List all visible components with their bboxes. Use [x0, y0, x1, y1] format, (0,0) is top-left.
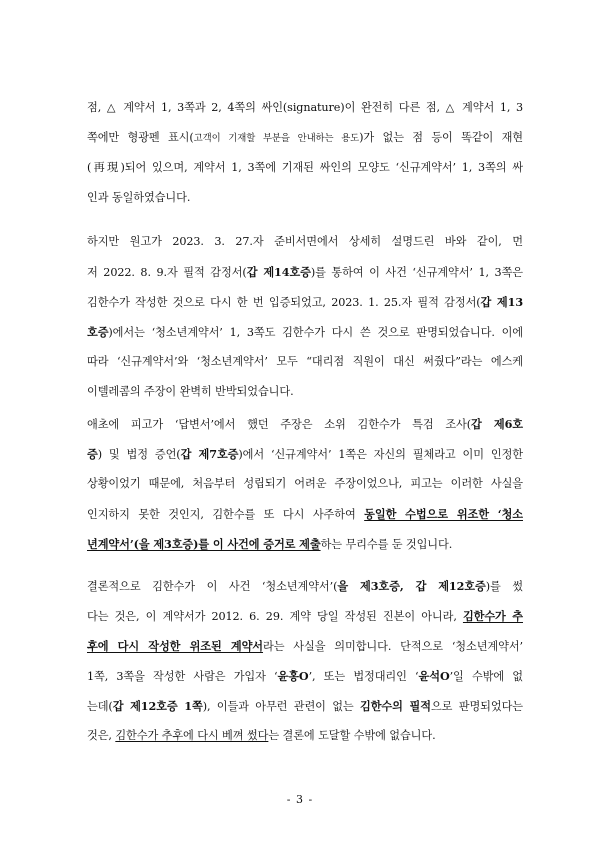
text-segment: (再現)되어 있으며, 계약서 1, 3쪽에 기재된 싸인의 모양도 ‘신규계약서’ 1, 3쪽의 싸	[87, 161, 523, 174]
text-segment: 하는 무리수를 둔 것입니다.	[320, 538, 453, 551]
text-line	[87, 529, 523, 559]
text-segment: )가 없는 점 등이 똑같이 재현	[359, 131, 523, 144]
text-segment: 갑 제6호	[471, 417, 523, 431]
text-segment: 저 2022. 8. 9.자 필적 감정서(	[87, 266, 247, 279]
text-segment: 동일한 수법으로 위조한 ‘청소	[364, 507, 523, 521]
text-segment: 을 제3호증, 갑 제12호증	[337, 579, 486, 593]
text-line	[87, 469, 523, 499]
text-line	[87, 227, 523, 257]
paragraph-defendant-claim	[87, 409, 523, 559]
text-segment: 호증	[87, 325, 109, 339]
text-segment: 갑 제7호증	[180, 447, 239, 461]
text-segment: 김한수가 작성한 것으로 다시 한 번 입증되었고, 2023. 1. 25.자 필적 감정서(	[87, 296, 481, 309]
text-line	[87, 153, 523, 183]
text-segment: )를 통하여 이 사건 ‘신규계약서’ 1, 3쪽은	[310, 266, 523, 279]
text-segment: 하지만 원고가 2023. 3. 27.자 준비서면에서 상세히 설명드린 바와 같이, 먼	[87, 235, 523, 248]
text-segment: 는 결론에 도달할 수밖에 없습니다.	[268, 729, 436, 742]
paragraph-conclusion	[87, 571, 523, 751]
text-segment: 는데(	[87, 700, 113, 713]
text-segment: 갑 제12호증 1쪽	[112, 699, 203, 713]
text-line	[87, 499, 523, 529]
text-line	[87, 287, 523, 317]
text-segment: 이텔레콤의 주장이 완벽히 반박되었습니다.	[87, 385, 294, 398]
text-segment: )에서 ‘신규계약서’ 1쪽은 자신의 필체라고 이미 인정한	[238, 448, 523, 461]
text-segment: 으로 판명되었다는	[430, 700, 523, 713]
text-segment: 것은,	[87, 729, 116, 742]
text-segment: 갑 제13	[480, 295, 523, 309]
text-segment: )를 썼	[485, 580, 523, 593]
text-segment: 다는 것은, 이 계약서가 2012. 6. 29. 계약 당일 작성된 진본이 아니라,	[87, 610, 463, 623]
text-line	[87, 631, 523, 661]
text-segment: ) 및 법정 증언(	[97, 448, 181, 461]
text-segment: 증	[87, 447, 98, 461]
text-line	[87, 661, 523, 691]
text-segment: ’, 또는 법정대리인 ‘	[308, 670, 419, 683]
text-segment: )에서는 ‘청소년계약서’ 1, 3쪽도 김한수가 다시 쓴 것으로 판명되었습니다. 이에	[108, 326, 523, 339]
text-segment: 인과 동일하였습니다.	[87, 191, 191, 204]
text-line	[87, 571, 523, 601]
text-line	[87, 377, 523, 407]
text-segment: 고객이 기재할 부분을 안내하는 용도	[193, 133, 360, 144]
text-line	[87, 123, 523, 153]
text-segment: 윤홍O	[277, 669, 309, 683]
text-segment: 상황이었기 때문에, 처음부터 성립되기 어려운 주장이었으나, 피고는 이러한 사실을	[87, 477, 523, 490]
text-segment: 결론적으로 김한수가 이 사건 ‘청소년계약서’(	[87, 580, 338, 593]
text-segment: 김한수가 추후에 다시 베껴 썼다	[115, 729, 269, 742]
paragraph-contract-signature	[87, 93, 523, 213]
text-line	[87, 439, 523, 469]
text-segment: 점, △ 계약서 1, 3쪽과 2, 4쪽의 싸인(signature)이 완전히 다른 점, △ 계약서 1, 3	[87, 101, 523, 114]
text-line	[87, 93, 523, 123]
text-line	[87, 257, 523, 287]
text-line	[87, 183, 523, 213]
text-segment: 애초에 피고가 ‘답변서’에서 했던 주장은 소위 김한수가 특검 조사(	[87, 418, 472, 431]
text-line	[87, 721, 523, 751]
text-line	[87, 317, 523, 347]
text-segment: 년계약서’(을 제3호증)를 이 사건에 증거로 제출	[87, 537, 321, 551]
text-segment: 김한수의 필적	[360, 699, 431, 713]
text-segment: 김한수가 추	[462, 609, 523, 623]
text-segment: 갑 제14호증	[246, 265, 311, 279]
text-segment: 1쪽, 3쪽을 작성한 사람은 가입자 ‘	[87, 670, 278, 683]
text-line	[87, 347, 523, 377]
text-segment: 인지하지 못한 것인지, 김한수를 또 다시 사주하여	[87, 508, 365, 521]
text-segment: 쪽에만 형광펜 표시(	[87, 131, 194, 144]
text-segment: ), 이들과 아무런 관련이 없는	[202, 700, 361, 713]
text-line	[87, 691, 523, 721]
page-number: - 3 -	[286, 793, 314, 806]
text-segment: ’일 수밖에 없	[449, 670, 523, 683]
text-segment: 윤석O	[418, 669, 450, 683]
text-line	[87, 409, 523, 439]
text-line	[87, 601, 523, 631]
text-segment: 후에 다시 작성한 위조된 계약서	[87, 639, 264, 653]
paragraph-handwriting-analysis	[87, 227, 523, 407]
text-segment: 라는 사실을 의미합니다. 단적으로 ‘청소년계약서’	[263, 640, 523, 653]
text-segment: 따라 ‘신규계약서’와 ‘청소년계약서’ 모두 “대리점 직원이 대신 써줬다”라는 에스케	[87, 355, 523, 368]
